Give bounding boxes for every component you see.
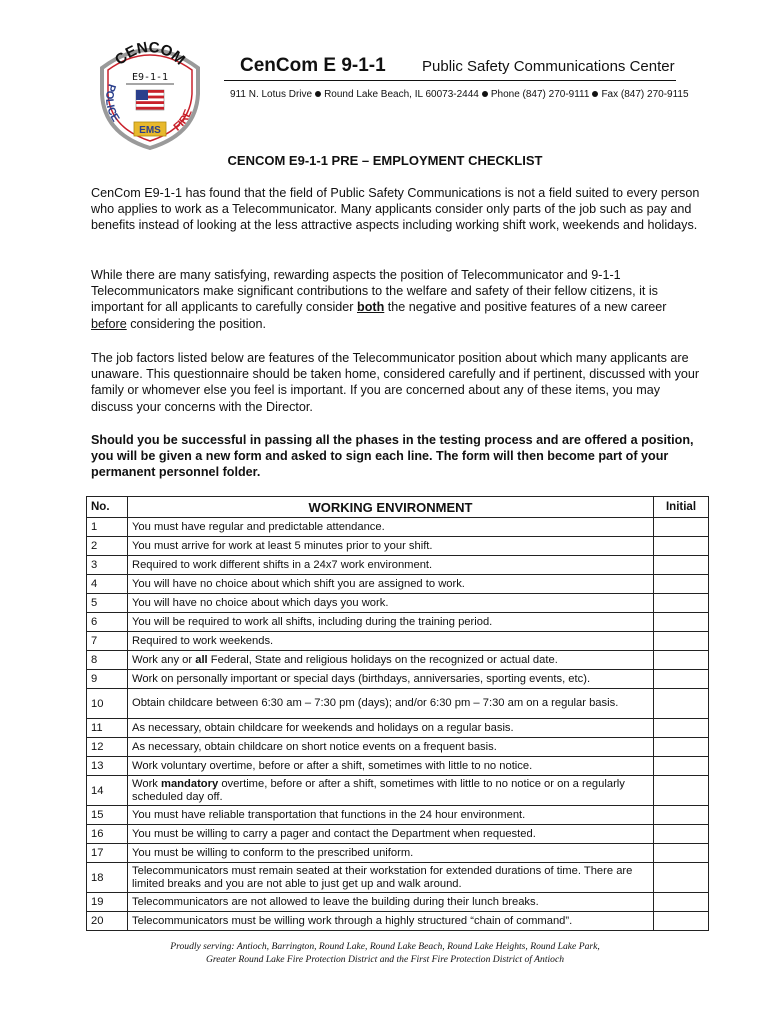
item-number: 7 <box>87 632 128 651</box>
table-row <box>87 594 709 613</box>
item-number: 4 <box>87 575 128 594</box>
item-text: As necessary, obtain childcare on short notice events on a frequent basis. <box>128 738 654 757</box>
item-text: Work mandatory overtime, before or after a shift, sometimes with little to no notice or on a regularly scheduled day off. <box>128 776 654 806</box>
table-row <box>87 776 709 806</box>
initial-cell[interactable] <box>654 776 709 806</box>
footer-line-2: Greater Round Lake Fire Protection District and the First Fire Protection District of Antioch <box>205 953 565 965</box>
item-number: 16 <box>87 825 128 844</box>
cencom-logo <box>96 38 204 150</box>
table-row <box>87 757 709 776</box>
table-row <box>87 738 709 757</box>
initial-cell[interactable] <box>654 651 709 670</box>
column-header-initial: Initial <box>654 497 709 518</box>
column-header-working-environment: WORKING ENVIRONMENT <box>128 497 654 518</box>
item-number: 14 <box>87 776 128 806</box>
initial-cell[interactable] <box>654 594 709 613</box>
phone-number: Phone (847) 270-9111 <box>490 89 590 100</box>
table-row <box>87 806 709 825</box>
item-number: 10 <box>87 689 128 719</box>
table-row <box>87 863 709 893</box>
table-row <box>87 719 709 738</box>
table-row <box>87 825 709 844</box>
initial-cell[interactable] <box>654 863 709 893</box>
emphasis-before: before <box>91 316 127 331</box>
address-street: 911 N. Lotus Drive <box>230 89 313 100</box>
item-text: You will be required to work all shifts, including during the training period. <box>128 613 654 632</box>
factors-paragraph: The job factors listed below are features of the Telecommunicator position about which many applicants are unaware. This questionnaire should be taken home, considered carefully and if pertinent, discussed with your family or whomever else you feel is important. If you are concerned about any of these items, you may discuss your concerns with the Director. <box>91 351 700 414</box>
item-number: 15 <box>87 806 128 825</box>
initial-cell[interactable] <box>654 912 709 931</box>
item-number: 8 <box>87 651 128 670</box>
initial-cell[interactable] <box>654 689 709 719</box>
initial-cell[interactable] <box>654 757 709 776</box>
table-row <box>87 651 709 670</box>
logo-left-text: POLICE <box>102 82 122 125</box>
item-number: 2 <box>87 537 128 556</box>
initial-cell[interactable] <box>654 518 709 537</box>
table-row <box>87 537 709 556</box>
initial-cell[interactable] <box>654 613 709 632</box>
table-row <box>87 844 709 863</box>
item-number: 13 <box>87 757 128 776</box>
item-text: As necessary, obtain childcare for weekends and holidays on a regular basis. <box>128 719 654 738</box>
table-header-row <box>87 497 709 518</box>
logo-bottom-text: EMS <box>139 125 161 136</box>
item-number: 18 <box>87 863 128 893</box>
item-number: 19 <box>87 893 128 912</box>
checklist-table <box>86 496 709 931</box>
table-row <box>87 556 709 575</box>
item-text: Telecommunicators must be willing work through a highly structured “chain of command”. <box>128 912 654 931</box>
item-text: Telecommunicators are not allowed to leave the building during their lunch breaks. <box>128 893 654 912</box>
initial-cell[interactable] <box>654 825 709 844</box>
table-row <box>87 632 709 651</box>
bullet-icon <box>482 91 488 97</box>
initial-cell[interactable] <box>654 738 709 757</box>
initial-cell[interactable] <box>654 806 709 825</box>
initial-cell[interactable] <box>654 537 709 556</box>
item-number: 9 <box>87 670 128 689</box>
table-row <box>87 613 709 632</box>
item-text: Work on personally important or special days (birthdays, anniversaries, sporting events, etc). <box>128 670 654 689</box>
initial-cell[interactable] <box>654 844 709 863</box>
logo-center-text: E9-1-1 <box>131 72 169 83</box>
emphasis-both: both <box>357 300 385 315</box>
logo-top-text: CENCOM <box>111 38 189 69</box>
bullet-icon <box>592 91 598 97</box>
item-text: You will have no choice about which days you work. <box>128 594 654 613</box>
item-text: You will have no choice about which shift you are assigned to work. <box>128 575 654 594</box>
item-text: Work voluntary overtime, before or after a shift, sometimes with little to no notice. <box>128 757 654 776</box>
signing-notice: Should you be successful in passing all the phases in the testing process and are offered a position, you will be given a new form and asked to sign each line. The form will then become part of your permanent personnel folder. <box>91 433 694 480</box>
header-rule <box>224 80 676 81</box>
logo-right-text: FIRE <box>171 107 195 134</box>
item-text: You must be willing to conform to the prescribed uniform. <box>128 844 654 863</box>
initial-cell[interactable] <box>654 670 709 689</box>
table-row <box>87 670 709 689</box>
consider-paragraph: While there are many satisfying, rewarding aspects the position of Telecommunicator and 9-1-1 Telecommunicators make significant contributions to the welfare and safety of their fellow citizens, it is important for all applicants to carefully consider both the negative and positive features of a new career before considering the position. <box>91 268 667 331</box>
contact-line <box>230 89 689 100</box>
table-row <box>87 893 709 912</box>
intro-paragraph: CenCom E9-1-1 has found that the field of Public Safety Communications is not a field suited to every person who applies to work as a Telecommunicator. Many applicants consider only parts of the job such as pay and benefits instead of looking at the less attractive aspects including working shift work, weekends and holidays. <box>91 186 700 233</box>
fax-number: Fax (847) 270-9115 <box>601 89 689 100</box>
item-number: 17 <box>87 844 128 863</box>
initial-cell[interactable] <box>654 556 709 575</box>
bullet-icon <box>315 91 321 97</box>
initial-cell[interactable] <box>654 575 709 594</box>
item-text: You must have regular and predictable attendance. <box>128 518 654 537</box>
item-text: You must have reliable transportation that functions in the 24 hour environment. <box>128 806 654 825</box>
initial-cell[interactable] <box>654 893 709 912</box>
item-number: 5 <box>87 594 128 613</box>
item-text: Required to work weekends. <box>128 632 654 651</box>
item-text: You must be willing to carry a pager and contact the Department when requested. <box>128 825 654 844</box>
agency-name: CenCom E 9-1-1 <box>240 55 386 76</box>
item-number: 12 <box>87 738 128 757</box>
item-emphasis: mandatory <box>161 777 219 790</box>
item-number: 1 <box>87 518 128 537</box>
flag-icon <box>136 90 164 110</box>
item-number: 20 <box>87 912 128 931</box>
table-row <box>87 575 709 594</box>
item-text: Telecommunicators must remain seated at their workstation for extended durations of time. There are limited breaks and you are not able to just get up and walk around. <box>128 863 654 893</box>
column-header-no: No. <box>87 497 128 518</box>
initial-cell[interactable] <box>654 719 709 738</box>
item-emphasis: all <box>195 653 208 666</box>
address-city: Round Lake Beach, IL 60073-2444 <box>324 89 479 100</box>
item-number: 6 <box>87 613 128 632</box>
checklist-body <box>87 518 709 931</box>
agency-subtitle: Public Safety Communications Center <box>422 58 675 75</box>
table-row <box>87 518 709 537</box>
table-row <box>87 912 709 931</box>
item-number: 3 <box>87 556 128 575</box>
document-title: CENCOM E9-1-1 PRE – EMPLOYMENT CHECKLIST <box>227 153 543 168</box>
service-area-footer <box>0 941 770 966</box>
item-text: Obtain childcare between 6:30 am – 7:30 pm (days); and/or 6:30 pm – 7:30 am on a regular basis. <box>128 689 654 719</box>
item-number: 11 <box>87 719 128 738</box>
item-text: Work any or all Federal, State and religious holidays on the recognized or actual date. <box>128 651 654 670</box>
table-row <box>87 689 709 719</box>
initial-cell[interactable] <box>654 632 709 651</box>
item-text: You must arrive for work at least 5 minutes prior to your shift. <box>128 537 654 556</box>
item-text: Required to work different shifts in a 24x7 work environment. <box>128 556 654 575</box>
footer-line-1: Proudly serving: Antioch, Barrington, Round Lake, Round Lake Beach, Round Lake Heights, Round Lake Park, <box>170 941 600 952</box>
